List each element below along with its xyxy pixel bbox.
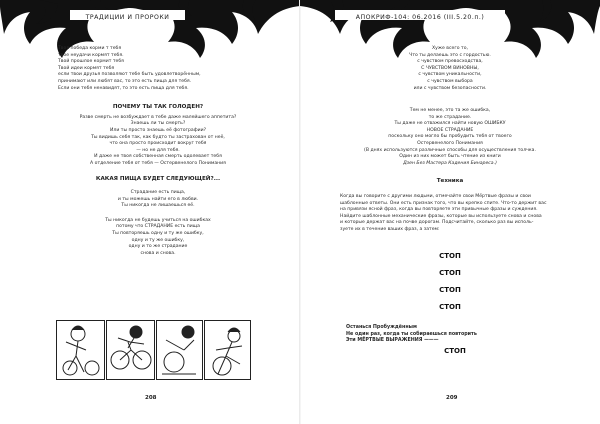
right-page [300,0,600,424]
text-line: Когда вы говорите с другими людьми, отмечайте свои Мёртвые фразы и свои [340,194,531,199]
stop-word: СТОП [439,286,461,294]
stop-word: СТОП [439,252,461,260]
right-heading-technique: Техника [436,178,464,184]
text-line: шаблонные ответы. Они есть признак того, что вы крепко спите. Что-то держит вас [340,200,547,206]
text-line: с чувством уникальности, [418,72,482,78]
text-line: и которые держат вас на почве дорогам. Подсчитайте, сколько раз вы исполь- [340,220,534,226]
text-line: Ты никогда не будешь учиться на ошибках [105,217,211,223]
text-line: с чувством выбора [427,78,473,84]
text-line: принимают или любят вас, то это есть пища для тебя. [58,78,192,84]
right-block-worst [340,46,560,92]
text-line: Ты никогда не лишаешься её. [121,203,195,209]
text-line: Эти МЁРТВЫЕ ВЫРАЖЕНИЯ ——— [346,338,439,344]
text-line: Дзен Без Мастера Кадения Бинареса.) [403,160,497,166]
text-line: Не один раз, когда ты собираешься повторить [346,331,477,337]
text-line: Найдите шаблонные механические фразы, которые вы используете снова и снова [340,213,542,219]
right-block-same-mistake [340,108,560,167]
right-final-block [346,325,546,345]
right-stop-list [410,252,490,311]
left-heading-hungry: ПОЧЕМУ ТЫ ТАК ГОЛОДЕН? [112,104,204,111]
left-block-suffering [58,190,258,210]
text-line: Знаешь ли ты смерть? [130,121,186,127]
text-line: Ты видишь себя так, как будто ты застрахован от неё, [91,134,225,140]
stop-word: СТОП [439,269,461,277]
text-line: НОВОЕ СТРАДАНИЕ [426,127,474,133]
text-line: с чувством превосходства, [417,59,483,65]
left-heading-next-food: КАКАЯ ПИЩА БУДЕТ СЛЕДУЮЩЕЙ?... [95,175,221,182]
text-line: Остервенелого Понимания [417,140,483,146]
text-line: зуете их в течение ваших фраз, а затем: [340,226,440,232]
text-line: твое неудачи кормят тебя. [58,52,124,58]
text-line: Разве смерть не возбуждает в тебе даже малейшего аппетита? [79,114,237,120]
text-line: Если они тебя ненавидят, то это есть пища для тебя. [58,85,189,91]
right-technique-paragraph [340,194,564,234]
comic-illustration [56,320,251,380]
text-line: Ты повторяешь одну и ту же ошибку, [112,231,204,237]
text-line: что она просто происходит вокруг тебя [109,141,207,147]
left-page-header: ТРАДИЦИИ И ПРОРОКИ [85,14,170,21]
text-line: Ты даже не отважился найти новую ОШИБКУ [394,121,506,127]
text-line: Тем не менее, это та же ошибка, [409,108,491,113]
text-line: Или ты просто знаешь её фотографии? [109,127,207,133]
text-line: если твои друзья позволяют тебе быть удовлетворённым, [58,72,201,78]
left-block-death [58,115,258,168]
text-line: и ты можешь найти его в любви. [117,196,199,202]
text-line: А отделение тебя от тебя — Остервенелого Понимания [90,160,226,166]
text-line: Страдание есть пища, [130,190,186,196]
text-line: Твоя победа корми т тебя [58,46,122,51]
text-line: И даже не твоя собственная смерть одолевает тебя [94,154,222,160]
right-page-header: АПОКРИФ-104: 06.2016 (III.5.20.п.) [355,14,485,21]
right-page-number: 209 [446,395,458,401]
text-line: Один из них может быть чтение из книги [399,154,501,160]
text-line: Что ты делаешь это с гордостью. [409,52,491,58]
text-line: — но не для тебя. [136,147,180,153]
text-line: одну и ту же ошибку, [131,237,185,243]
text-line: поскольку оно могло бы пробудить тебя от твоего [388,134,512,140]
text-line: потому что СТРАДАНИЕ есть пища [116,224,200,230]
text-line: одну и то же страдание [128,244,188,250]
stop-word: СТОП [439,303,461,311]
text-line: или с чувством безопасности. [413,85,487,91]
final-stop-word: СТОП [444,347,466,355]
text-line: Останься Пробуждённым [346,325,417,330]
text-line: Хуже всего то, [432,46,468,51]
left-text-column [58,46,258,257]
text-line: на привязи ясной фраз, когда вы повторяете эти привычные фразы и суждения. [340,207,538,213]
left-intro-block [58,46,258,92]
text-line: Твой прошлое кормит тебя [58,59,124,65]
text-line: то же страдание. [428,114,472,120]
left-page-number: 208 [145,395,157,401]
text-line: Твой идеи кормят тебя [58,65,115,71]
text-line: снова и снова. [140,250,176,256]
left-block-mistakes [58,218,258,258]
text-line: (В днях используются различные способы для осуществления толчка. [364,147,536,153]
text-line: С ЧУВСТВОМ ВИНОВНЫ, [421,65,479,71]
